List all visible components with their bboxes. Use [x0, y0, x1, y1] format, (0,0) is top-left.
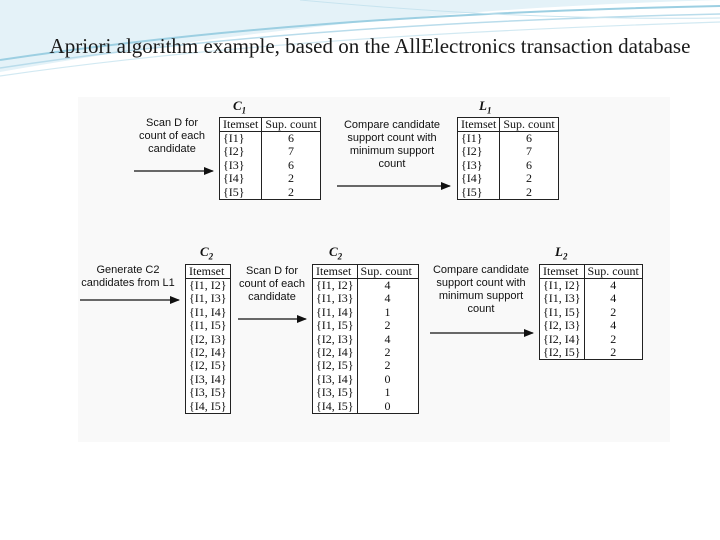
- compare-label-step2: Compare candidate support count with minimum support count: [432, 264, 529, 315]
- table-row: [458, 145, 559, 158]
- itemset-cell: {I3, I4}: [189, 371, 227, 386]
- table-row: [540, 306, 643, 319]
- table-row: [458, 172, 559, 185]
- itemset-header: Itemset: [313, 265, 358, 279]
- sup-count-cell: 1: [357, 306, 418, 319]
- itemset-cell: {I3, I5}: [316, 385, 354, 400]
- sup-count-cell: 2: [262, 186, 320, 200]
- itemset-cell: {I2, I4}: [543, 331, 581, 346]
- table-header-row: [220, 118, 321, 132]
- table-row: [186, 359, 231, 372]
- table-row: [186, 346, 231, 359]
- table-row: [186, 400, 231, 414]
- itemset-cell: {I3}: [461, 157, 483, 172]
- table-row: [313, 306, 419, 319]
- c2-items-caption: $C_2$: [200, 244, 214, 262]
- sup-count-cell: 4: [584, 319, 642, 332]
- sup-count-cell: 4: [357, 333, 418, 346]
- table-header-row: [540, 265, 643, 279]
- table-header-row: [313, 265, 419, 279]
- itemset-header: Itemset: [540, 265, 585, 279]
- itemset-cell: {I2}: [223, 144, 245, 159]
- table-row: [458, 132, 559, 146]
- sup-count-cell: 7: [500, 145, 558, 158]
- table-row: [186, 319, 231, 332]
- l1-caption: $L_1$: [479, 98, 492, 116]
- table-row: [186, 292, 231, 305]
- itemset-cell: {I4, I5}: [316, 398, 354, 413]
- table-row: [313, 373, 419, 386]
- table-row: [540, 292, 643, 305]
- sup-count-cell: 2: [262, 172, 320, 185]
- sup-count-header: Sup. count: [262, 118, 320, 132]
- itemset-cell: {I1}: [461, 131, 483, 145]
- sup-count-cell: 2: [357, 319, 418, 332]
- c1-table: [219, 117, 321, 200]
- sup-count-cell: 7: [262, 145, 320, 158]
- itemset-cell: {I3, I4}: [316, 371, 354, 386]
- itemset-cell: {I1, I5}: [316, 318, 354, 333]
- table-row: [220, 186, 321, 200]
- itemset-cell: {I2, I3}: [189, 331, 227, 346]
- itemset-cell: {I1, I3}: [189, 291, 227, 306]
- itemset-cell: {I2, I5}: [316, 358, 354, 373]
- sup-count-cell: 2: [584, 346, 642, 360]
- itemset-cell: {I1, I3}: [543, 291, 581, 306]
- table-row: [186, 306, 231, 319]
- itemset-cell: {I2, I4}: [189, 345, 227, 360]
- table-row: [313, 346, 419, 359]
- itemset-cell: {I5}: [223, 184, 245, 199]
- itemset-cell: {I1}: [223, 131, 245, 145]
- table-row: [458, 186, 559, 200]
- sup-count-cell: 2: [584, 306, 642, 319]
- sup-count-cell: 4: [357, 279, 418, 293]
- itemset-cell: {I2, I3}: [543, 318, 581, 333]
- table-row: [313, 400, 419, 414]
- itemset-cell: {I2, I3}: [316, 331, 354, 346]
- table-row: [220, 145, 321, 158]
- sup-count-cell: 6: [262, 159, 320, 172]
- c1-caption: $C_1$: [233, 98, 247, 116]
- sup-count-cell: 6: [500, 132, 558, 146]
- itemset-cell: {I1, I2}: [543, 278, 581, 292]
- sup-count-cell: 6: [262, 132, 320, 146]
- itemset-cell: {I1, I2}: [316, 278, 354, 292]
- scan-d-label-step2: Scan D for count of each candidate: [238, 265, 306, 303]
- itemset-cell: {I2, I4}: [316, 345, 354, 360]
- table-row: [313, 359, 419, 372]
- table-row: [540, 279, 643, 293]
- itemset-cell: {I3}: [223, 157, 245, 172]
- itemset-cell: {I1, I4}: [189, 304, 227, 319]
- generate-c2-label: Generate C2 candidates from L1: [81, 264, 175, 289]
- table-row: [313, 319, 419, 332]
- table-row: [458, 159, 559, 172]
- table-row: [313, 333, 419, 346]
- c2-itemset-table: [185, 264, 231, 414]
- sup-count-header: Sup. count: [357, 265, 418, 279]
- itemset-cell: {I4, I5}: [189, 398, 227, 413]
- sup-count-cell: 2: [500, 186, 558, 200]
- table-row: [220, 132, 321, 146]
- sup-count-cell: 1: [357, 386, 418, 399]
- table-row: [540, 346, 643, 360]
- itemset-cell: {I2}: [461, 144, 483, 159]
- itemset-cell: {I2, I5}: [543, 345, 581, 360]
- itemset-header: Itemset: [458, 118, 500, 132]
- sup-count-cell: 2: [357, 359, 418, 372]
- sup-count-cell: 4: [357, 292, 418, 305]
- sup-count-cell: 2: [357, 346, 418, 359]
- table-row: [186, 373, 231, 386]
- sup-count-cell: 2: [584, 333, 642, 346]
- l2-table: [539, 264, 643, 360]
- compare-label-step1: Compare candidate support count with minimum support count: [343, 119, 440, 170]
- sup-count-cell: 4: [584, 292, 642, 305]
- table-row: [220, 159, 321, 172]
- table-row: [540, 319, 643, 332]
- l1-table: [457, 117, 559, 200]
- table-row: [540, 333, 643, 346]
- itemset-cell: {I4}: [223, 171, 245, 186]
- c2-count-table: [312, 264, 419, 414]
- itemset-cell: {I1, I5}: [189, 318, 227, 333]
- c2-counts-caption: $C_2$: [329, 244, 343, 262]
- scan-d-label-step1: Scan D for count of each candidate: [138, 117, 206, 155]
- itemset-cell: {I1, I5}: [543, 304, 581, 319]
- table-row: [186, 386, 231, 399]
- itemset-cell: {I1, I4}: [316, 304, 354, 319]
- sup-count-cell: 2: [500, 172, 558, 185]
- table-header-row: [186, 265, 231, 279]
- sup-count-cell: 0: [357, 400, 418, 414]
- sup-count-header: Sup. count: [500, 118, 558, 132]
- table-header-row: [458, 118, 559, 132]
- sup-count-cell: 0: [357, 373, 418, 386]
- itemset-cell: {I3, I5}: [189, 385, 227, 400]
- itemset-cell: {I2, I5}: [189, 358, 227, 373]
- table-row: [186, 333, 231, 346]
- l2-caption: $L_2$: [555, 244, 568, 262]
- itemset-cell: {I1, I3}: [316, 291, 354, 306]
- itemset-header: Itemset: [220, 118, 262, 132]
- table-row: [313, 279, 419, 293]
- sup-count-header: Sup. count: [584, 265, 642, 279]
- table-row: [220, 172, 321, 185]
- itemset-cell: {I4}: [461, 171, 483, 186]
- sup-count-cell: 6: [500, 159, 558, 172]
- table-row: [186, 279, 231, 293]
- sup-count-cell: 4: [584, 279, 642, 293]
- itemset-cell: {I1, I2}: [189, 278, 227, 292]
- table-row: [313, 292, 419, 305]
- slide-title: Apriori algorithm example, based on the AllElectronics transaction database: [49, 34, 691, 58]
- itemset-cell: {I5}: [461, 184, 483, 199]
- itemset-header: Itemset: [186, 265, 231, 279]
- table-row: [313, 386, 419, 399]
